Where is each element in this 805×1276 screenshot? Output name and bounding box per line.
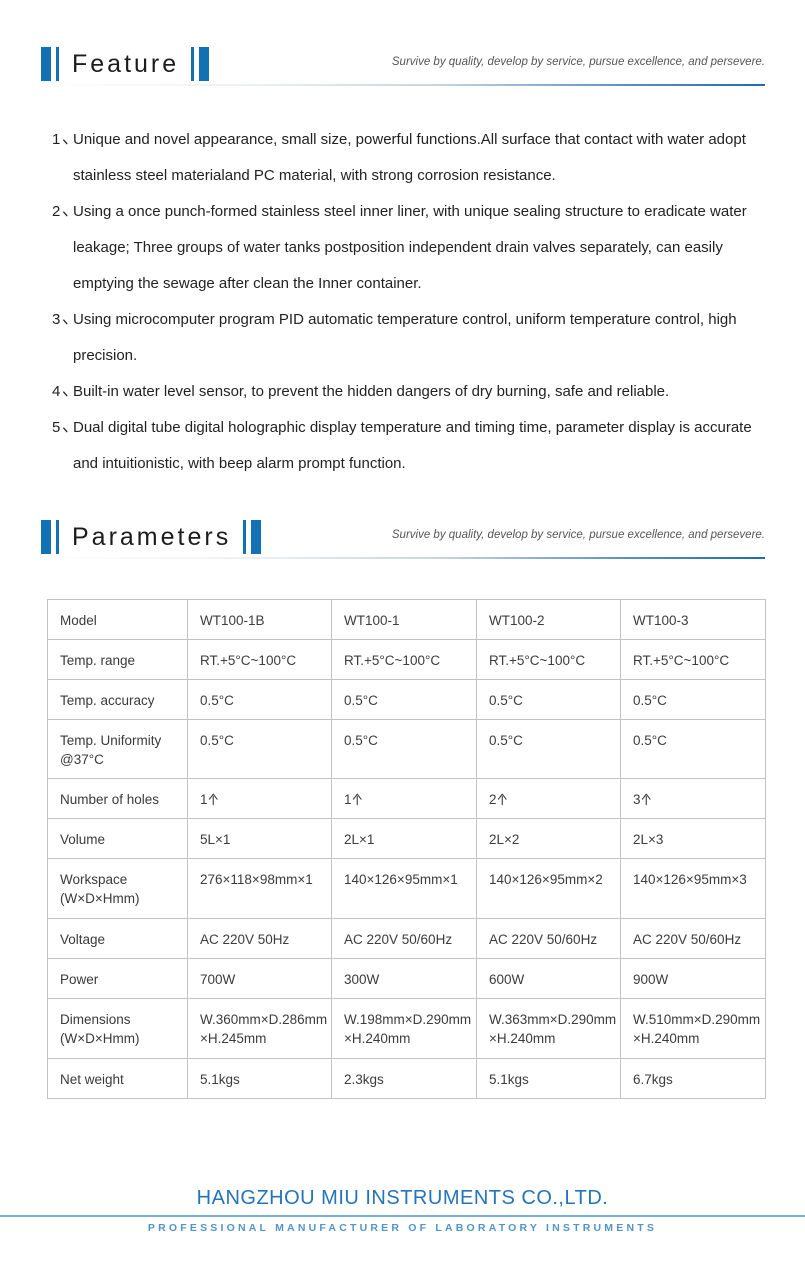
value-cell: 140×126×95mm×2 [477,859,621,919]
row-label-cell: Workspace (W×D×Hmm) [48,859,188,919]
parameters-table [47,599,766,1099]
value-cell: AC 220V 50Hz [188,919,332,959]
value-cell: 2L×1 [332,819,477,859]
value-cell: 3 [621,779,766,819]
value-cell: W.363mm×D.290mm ×H.240mm [477,999,621,1059]
feature-item-number: 3 [52,302,71,338]
feature-item-text: Built-in water level sensor, to prevent the hidden dangers of dry burning, safe and reliable. [73,383,670,400]
feature-item [52,302,763,374]
table-row [48,819,766,859]
value-cell: 700W [188,959,332,999]
value-cell: 900W [621,959,766,999]
value-cell: 1 [332,779,477,819]
row-label-cell: Net weight [48,1059,188,1099]
value-cell: 300W [332,959,477,999]
feature-item-text: Using a once punch-formed stainless steel inner liner, with unique sealing structure to eradicate water leakage; Three groups of water tanks postposition independent drain valves separately, can easily emptying the sewage after clean the Inner container. [73,203,747,292]
value-cell: 0.5°C [621,720,766,779]
dun-comma-glyph [62,210,69,218]
feature-item [52,410,763,482]
accent-bar-thin-left [56,47,59,81]
ge-piece-glyph [641,793,652,806]
ge-piece-glyph [497,793,508,806]
value-cell: 0.5°C [188,720,332,779]
value-cell: 0.5°C [477,720,621,779]
dun-comma-glyph [62,426,69,434]
feature-section-header [41,46,765,82]
table-row [48,680,766,720]
table-row [48,999,766,1059]
table-row [48,1059,766,1099]
table-row [48,720,766,779]
table-row [48,640,766,680]
value-cell: WT100-1B [188,600,332,640]
value-cell: 2 [477,779,621,819]
table-row [48,859,766,919]
feature-item-number: 4 [52,374,71,410]
table-row [48,959,766,999]
value-cell: 0.5°C [188,680,332,720]
value-cell: W.360mm×D.286mm ×H.245mm [188,999,332,1059]
feature-item-text: Dual digital tube digital holographic display temperature and timing time, parameter display is accurate and intuitionistic, with beep alarm prompt function. [73,419,752,472]
value-cell: 5.1kgs [188,1059,332,1099]
value-cell: 140×126×95mm×1 [332,859,477,919]
table-row [48,779,766,819]
accent-bar-thick-left [41,47,51,81]
feature-item [52,194,763,302]
value-cell: 6.7kgs [621,1059,766,1099]
accent-bar-thin-left [56,520,59,554]
value-cell: AC 220V 50/60Hz [477,919,621,959]
accent-bar-thick-right [251,520,261,554]
feature-list [52,122,763,482]
table-row [48,919,766,959]
parameters-section-header [41,519,765,555]
value-cell: 0.5°C [477,680,621,720]
ge-piece-glyph [208,793,219,806]
value-cell: 2.3kgs [332,1059,477,1099]
value-cell: 2L×2 [477,819,621,859]
value-cell: 276×118×98mm×1 [188,859,332,919]
footer-company-name: HANGZHOU MIU INSTRUMENTS CO.,LTD. [196,1187,609,1209]
accent-bar-thin-right [191,47,194,81]
row-label-cell: Number of holes [48,779,188,819]
footer-divider [0,1215,805,1217]
row-label-cell: Voltage [48,919,188,959]
value-cell: WT100-3 [621,600,766,640]
feature-item [52,374,763,410]
value-cell: W.510mm×D.290mm ×H.240mm [621,999,766,1059]
value-cell: 5L×1 [188,819,332,859]
row-label-cell: Temp. Uniformity @37°C [48,720,188,779]
value-cell: WT100-2 [477,600,621,640]
feature-section-title: Feature [72,49,180,78]
value-cell: 600W [477,959,621,999]
accent-bar-thick-right [199,47,209,81]
value-cell: RT.+5°C~100°C [477,640,621,680]
row-label-cell: Temp. accuracy [48,680,188,720]
dun-comma-glyph [62,318,69,326]
feature-section-tagline: Survive by quality, develop by service, pursue excellence, and persevere. [391,56,765,68]
row-label-cell: Model [48,600,188,640]
parameters-section-tagline: Survive by quality, develop by service, pursue excellence, and persevere. [391,529,765,541]
row-label-cell: Dimensions (W×D×Hmm) [48,999,188,1059]
value-cell: 0.5°C [621,680,766,720]
value-cell: RT.+5°C~100°C [332,640,477,680]
value-cell: W.198mm×D.290mm ×H.240mm [332,999,477,1059]
value-cell: 0.5°C [332,680,477,720]
parameters-section-title: Parameters [72,522,232,551]
row-label-cell: Volume [48,819,188,859]
value-cell: 2L×3 [621,819,766,859]
feature-item-text: Using microcomputer program PID automatic temperature control, uniform temperature control, high precision. [73,311,737,364]
accent-bar-thin-right [243,520,246,554]
value-cell: AC 220V 50/60Hz [621,919,766,959]
value-cell: 5.1kgs [477,1059,621,1099]
dun-comma-glyph [62,138,69,146]
section-underline [41,557,765,559]
ge-piece-glyph [352,793,363,806]
feature-item-number: 5 [52,410,71,446]
row-label-cell: Power [48,959,188,999]
footer-tagline: PROFESSIONAL MANUFACTURER OF LABORATORY INSTRUMENTS [147,1222,658,1234]
feature-item-text: Unique and novel appearance, small size, powerful functions.All surface that contact with water adopt stainless steel materialand PC material, with strong corrosion resistance. [73,131,746,184]
value-cell: RT.+5°C~100°C [188,640,332,680]
table-row [48,600,766,640]
value-cell: 1 [188,779,332,819]
accent-bar-thick-left [41,520,51,554]
footer [0,1186,805,1234]
row-label-cell: Temp. range [48,640,188,680]
feature-item-number: 1 [52,122,71,158]
feature-item-number: 2 [52,194,71,230]
value-cell: RT.+5°C~100°C [621,640,766,680]
value-cell: WT100-1 [332,600,477,640]
value-cell: 0.5°C [332,720,477,779]
dun-comma-glyph [62,390,69,398]
section-underline [41,84,765,86]
feature-item [52,122,763,194]
value-cell: AC 220V 50/60Hz [332,919,477,959]
value-cell: 140×126×95mm×3 [621,859,766,919]
